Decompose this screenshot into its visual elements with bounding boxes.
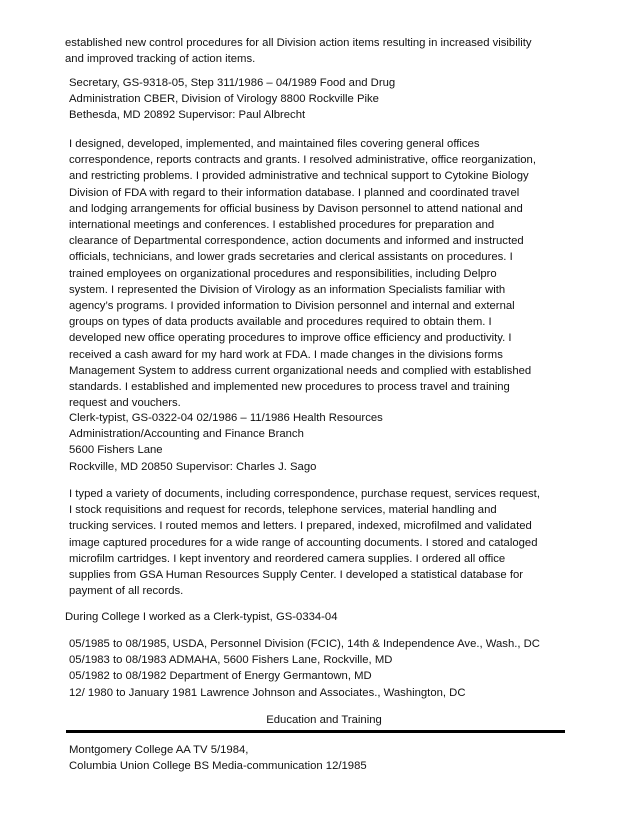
text-line: and restricting problems. I provided administrative and technical support to Cytokine Biology [69, 170, 529, 183]
text-line: Clerk-typist, GS-0322-04 02/1986 – 11/1986 Health Resources [69, 412, 383, 424]
text-line: developed new office operating procedures to improve office efficiency and productivity. I [69, 332, 512, 345]
text-line: and improved tracking of action items. [65, 53, 256, 66]
text-line: Division of FDA with regard to their information database. I planned and coordinated travel [69, 186, 520, 199]
text-line: Management System to address current organizational needs and complied with established [69, 364, 532, 377]
text-line: trucking services. I routed memos and letters. I prepared, indexed, microfilmed and validated [69, 520, 532, 533]
section-divider [66, 730, 565, 733]
education-heading: Education and Training [266, 714, 382, 726]
list-item: 05/1983 to 08/1983 ADMAHA, 5600 Fishers Lane, Rockville, MD [69, 654, 393, 667]
text-line: Bethesda, MD 20892 Supervisor: Paul Albrecht [69, 109, 306, 122]
text-line: and lodging arrangements for official business by Davison personnel to attend national and [69, 202, 523, 215]
text-line: Administration/Accounting and Finance Branch [69, 428, 304, 441]
text-line: clearance of Departmental correspondence, action documents and informed and instructed [69, 235, 524, 248]
text-line: international meetings and conferences. I established procedures for preparation and [69, 219, 495, 232]
text-line: received a cash award for my hard work at FDA. I made changes in the divisions forms [69, 348, 503, 361]
list-item: Columbia Union College BS Media-communication 12/1985 [69, 760, 367, 773]
text-line: microfilm cartridges. I kept inventory and reordered camera supplies. I ordered all office [69, 552, 506, 565]
job1-header [69, 75, 559, 124]
list-item: Montgomery College AA TV 5/1984, [69, 744, 249, 756]
intro-paragraph [65, 35, 585, 67]
text-line: 5600 Fishers Lane [69, 444, 163, 457]
text-line: supplies from GSA Human Resources Supply Center. I developed a statistical database for [69, 569, 523, 582]
text-line: agency’s programs. I provided information to Division personnel and internal and external [69, 300, 515, 313]
text-line: I stock requisitions and request for records, telephone services, material handling and [69, 504, 497, 517]
text-line: established new control procedures for all Division action items resulting in increased visibility [65, 37, 532, 49]
list-item: 05/1982 to 08/1982 Department of Energy Germantown, MD [69, 670, 372, 683]
text-line: officials, technicians, and lower grads secretaries and clerical assistants on procedures. I [69, 251, 513, 264]
text-line: image captured procedures for a wide range of accounting documents. I stored and cataloged [69, 536, 538, 549]
text-line: I designed, developed, implemented, and maintained files covering general offices [69, 138, 480, 150]
text-line: payment of all records. [69, 585, 184, 598]
text-line: system. I represented the Division of Virology as an information Specialists familiar with [69, 283, 506, 296]
text-line: correspondence, reports contracts and grants. I resolved administrative, office reorganization, [69, 154, 536, 167]
job2-description [69, 486, 559, 599]
text-line: Rockville, MD 20850 Supervisor: Charles J. Sago [69, 460, 317, 473]
list-item: 05/1985 to 08/1985, USDA, Personnel Division (FCIC), 14th & Independence Ave., Wash., DC [69, 638, 540, 650]
text-line: groups on types of data products available and procedures required to obtain them. I [69, 316, 492, 329]
college-heading: During College I worked as a Clerk-typist, GS-0334-04 [65, 611, 338, 623]
text-line: trained employees on organizational procedures and responsibilities, including Delpro [69, 267, 497, 280]
text-line: standards. I established and implemented new procedures to process travel and training [69, 381, 510, 394]
text-line: Administration CBER, Division of Virology 8800 Rockville Pike [69, 93, 379, 106]
college-jobs-list [69, 636, 559, 701]
text-line: request and vouchers. [69, 397, 181, 410]
job2-header [69, 410, 559, 475]
list-item: 12/ 1980 to January 1981 Lawrence Johnson and Associates., Washington, DC [69, 686, 466, 699]
job1-description [69, 136, 559, 411]
education-list [69, 742, 559, 774]
text-line: I typed a variety of documents, including correspondence, purchase request, services request, [69, 488, 540, 500]
text-line: Secretary, GS-9318-05, Step 311/1986 – 04/1989 Food and Drug [69, 77, 396, 89]
